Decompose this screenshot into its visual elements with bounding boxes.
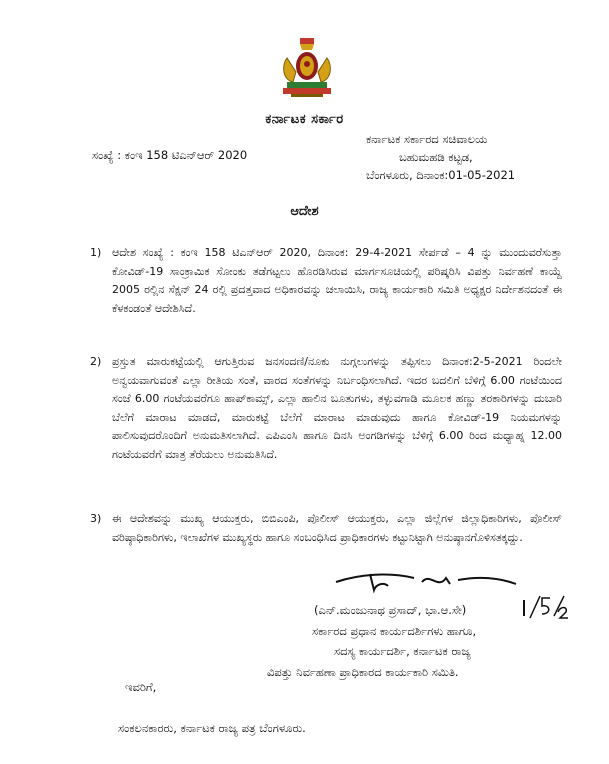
office-address — [366, 130, 515, 184]
state-emblem-icon — [279, 36, 335, 100]
order-title: ಆದೇಶ — [290, 204, 319, 219]
signatory-designation: ಸರ್ಕಾರದ ಪ್ರಧಾನ ಕಾರ್ಯದರ್ಶಿಗಳು ಹಾಗೂ, — [312, 623, 477, 638]
signatory-designation: ವಿಪತ್ತು ನಿರ್ವಹಣಾ ಪ್ರಾಧಿಕಾರದ ಕಾರ್ಯಕಾರಿ ಸಮಿತಿ. — [267, 664, 459, 679]
item-text: ಈ ಆದೇಶವನ್ನು ಮುಖ್ಯ ಆಯುಕ್ತರು, ಬಿಬಿಎಂಪಿ, ಪೊಲೀಸ್ ಆಯುಕ್ತರು, ಎಲ್ಲಾ ಜಿಲ್ಲೆಗಳ ಜಿಲ್ಲಾಧಿಕಾರಿಗಳು, ಪೊಲೀಸ್ ವರಿಷ್ಠಾಧಿಕಾರಿಗಳು, ಇಲಾಖೆಗಳ ಮುಖ್ಯಸ್ಥರು ಹಾಗೂ ಸಂಬಂಧಿಸಿದ ಪ್ರಾಧಿಕಾರಗಳು ಕಟ್ಟುನಿಟ್ಟಾಗಿ ಅನುಷ್ಠಾನಗೊಳಿಸತಕ್ಕದ್ದು. — [112, 512, 562, 544]
item-number: 3) — [90, 512, 102, 525]
signature-mark — [330, 564, 520, 594]
recipient-heading: ಇವರಿಗೆ, — [125, 680, 157, 694]
signatory-designation: ಸದಸ್ಯ ಕಾರ್ಯದರ್ಶಿ, ಕರ್ನಾಟಕ ರಾಜ್ಯ — [334, 644, 471, 658]
recipient-line: ಸಂಕಲನಕಾರರು, ಕರ್ನಾಟಕ ರಾಜ್ಯ ಪತ್ರ ಬೆಂಗಳೂರು. — [118, 721, 306, 735]
address-date-line: ಬೆಂಗಳೂರು, ದಿನಾಂಕ:01-05-2021 — [366, 168, 516, 182]
order-item — [92, 353, 562, 465]
address-line: ಕರ್ನಾಟಕ ಸರ್ಕಾರದ ಸಚಿವಾಲಯ — [366, 132, 488, 146]
order-item — [92, 510, 562, 547]
item-number: 2) — [90, 355, 102, 368]
signatory-name: (ಎನ್.ಮಂಜುನಾಥ ಪ್ರಸಾದ್, ಭಾ.ಆ.ಸೇ) — [314, 603, 467, 617]
reference-number: ಸಂಖ್ಯೆ : ಕಂಇ 158 ಟಿಎನ್‌ಆರ್ 2020 — [92, 148, 248, 162]
signatory-block — [267, 600, 477, 682]
item-text: ಆದೇಶ ಸಂಖ್ಯೆ : ಕಂಇ 158 ಟಿಎನ್‌ಆರ್ 2020, ದಿನಾಂಕ: 29-4-2021 ಸೇರ್ಪಡೆ – 4 ನ್ನು ಮುಂದುವರೆಸುತ್ತಾ ಕೋವಿಡ್-19 ಸಾಂಕ್ರಾಮಿಕ ಸೋಂಕು ತಡೆಗಟ್ಟಲು ಹೊರಡಿಸಿರುವ ಮಾರ್ಗಸೂಚಿಯಲ್ಲಿ ಪರಿಷ್ಕರಿಸಿ ವಿಪತ್ತು ನಿರ್ವಹಣೆ ಕಾಯ್ದೆ 2005 ರಲ್ಲಿನ ಸೆಕ್ಷನ್ 24 ರಲ್ಲಿ ಪ್ರದತ್ತವಾದ ಅಧಿಕಾರವನ್ನು ಚಲಾಯಿಸಿ, ರಾಜ್ಯ ಕಾರ್ಯಕಾರಿ ಸಮಿತಿ ಅಧ್ಯಕ್ಷರ ನಿರ್ದೇಶನದಂತೆ ಈ ಕೆಳಕಂಡಂತೆ ಆದೇಶಿಸಿದೆ. — [112, 246, 562, 315]
item-text: ಪ್ರಸ್ತುತ ಮಾರುಕಟ್ಟೆಯಲ್ಲಿ ಆಗುತ್ತಿರುವ ಜನಸಂದಣಿ/ನೂಕು ನುಗ್ಗಲುಗಳನ್ನು ತಪ್ಪಿಸಲು ದಿನಾಂಕ:2-5-2021 ರಿಂದಲೇ ಅನ್ವಯವಾಗುವಂತೆ ಎಲ್ಲಾ ರೀತಿಯ ಸಂತೆ, ವಾರದ ಸಂತೆಗಳನ್ನು ನಿರ್ಬಂಧಿಸಲಾಗಿದೆ. ಇದರ ಬದಲಿಗೆ ಬೆಳಿಗ್ಗೆ 6.00 ಗಂಟೆಯಿಂದ ಸಂಜೆ 6.00 ಗಂಟೆಯವರೆಗೂ ಹಾಪ್‌ಕಾಮ್ಸ್, ಎಲ್ಲಾ ಹಾಲಿನ ಬೂತುಗಳು, ತಳ್ಳುವಗಾಡಿ ಮೂಲಕ ಹಣ್ಣು ತರಕಾರಿಗಳನ್ನು ದುಬಾರಿ ಬೆಲೆಗೆ ಮಾರಾಟ ಮಾಡದೆ, ಮಾರುಕಟ್ಟೆ ಬೆಲೆಗೆ ಮಾರಾಟ ಮಾಡುವುದು ಹಾಗೂ ಕೋವಿಡ್-19 ನಿಯಮಗಳನ್ನು ಪಾಲಿಸುವುದರೊಂದಿಗೆ ಅನುಮತಿಸಲಾಗಿದೆ. ಎಪಿಎಂಸಿ ಹಾಗೂ ದಿನಸಿ ಅಂಗಡಿಗಳನ್ನು ಬೆಳಿಗ್ಗೆ 6.00 ರಿಂದ ಮಧ್ಯಾಹ್ನ 12.00 ಗಂಟೆಯವರೆಗೆ ಮಾತ್ರ ತೆರೆಯಲು ಅನುಮತಿಸಿದೆ. — [112, 355, 562, 461]
address-line: ಬಹುಮಹಡಿ ಕಟ್ಟಡ, — [399, 150, 473, 164]
item-number: 1) — [90, 246, 102, 259]
order-item — [92, 244, 562, 318]
handwritten-date — [520, 592, 570, 622]
government-name: ಕರ್ನಾಟಕ ಸರ್ಕಾರ — [265, 112, 344, 127]
